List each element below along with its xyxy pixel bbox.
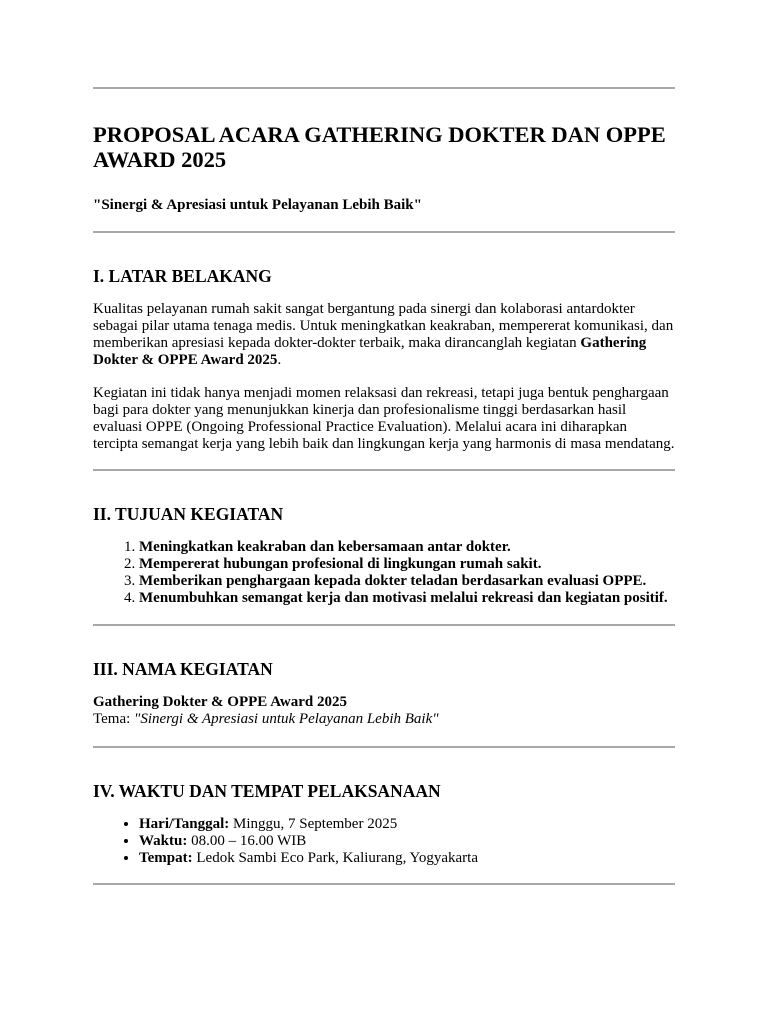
detail-label: Hari/Tanggal: — [139, 816, 230, 832]
document-subtitle: "Sinergi & Apresiasi untuk Pelayanan Lebih Baik" — [93, 197, 422, 213]
goal-item: 3. Memberikan penghargaan kepada dokter teladan berdasarkan evaluasi OPPE. — [139, 573, 675, 590]
section-heading-latar-belakang: I. LATAR BELAKANG — [93, 266, 272, 286]
event-name-block — [93, 694, 675, 728]
horizontal-rule — [93, 883, 675, 885]
section-heading-nama-kegiatan: III. NAMA KEGIATAN — [93, 659, 273, 679]
detail-label: Tempat: — [139, 850, 193, 866]
paragraph-end: . — [277, 352, 282, 368]
horizontal-rule — [93, 624, 675, 626]
detail-item-time — [139, 833, 675, 850]
goal-item: 1. Meningkatkan keakraban dan kebersamaan antar dokter. — [139, 539, 675, 556]
detail-item-place — [139, 850, 675, 867]
paragraph-text: Kualitas pelayanan rumah sakit sangat bergantung pada sinergi dan kolaborasi antardokter sebagai pilar utama tenaga medis. Untuk meningkatkan keakraban, mempererat komunikasi, dan memberikan apresiasi kepada dokter-dokter terbaik, maka dirancanglah kegiatan — [93, 301, 674, 351]
detail-value: 08.00 – 16.00 WIB — [187, 833, 307, 849]
detail-value: Ledok Sambi Eco Park, Kaliurang, Yogyakarta — [192, 850, 478, 866]
latar-belakang-paragraph-2: Kegiatan ini tidak hanya menjadi momen relaksasi dan rekreasi, tetapi juga bentuk penghargaan bagi para dokter yang menunjukkan kinerja dan profesionalisme tinggi berdasarkan hasil evaluasi OPPE (Ongoing Professional Practice Evaluation). Melalui acara ini diharapkan tercipta semangat kerja yang lebih baik dan lingkungan kerja yang harmonis di masa mendatang. — [93, 385, 675, 452]
goals-list — [93, 539, 675, 607]
detail-label: Waktu: — [139, 833, 188, 849]
goal-item: 2. Mempererat hubungan profesional di lingkungan rumah sakit. — [139, 556, 675, 573]
section-heading-tujuan-kegiatan: II. TUJUAN KEGIATAN — [93, 504, 284, 524]
document-content — [93, 87, 675, 885]
event-theme — [93, 711, 675, 728]
document-title: PROPOSAL ACARA GATHERING DOKTER DAN OPPE AWARD 2025 — [93, 122, 666, 172]
horizontal-rule — [93, 87, 675, 89]
horizontal-rule — [93, 469, 675, 471]
theme-label: Tema: — [93, 711, 135, 727]
latar-belakang-paragraph-1 — [93, 301, 675, 369]
horizontal-rule — [93, 231, 675, 233]
event-name-emphasis: Gathering Dokter & OPPE Award 2025 — [93, 335, 647, 368]
detail-value: Minggu, 7 September 2025 — [229, 816, 398, 832]
section-heading-waktu-tempat: IV. WAKTU DAN TEMPAT PELAKSANAAN — [93, 781, 441, 801]
theme-value: "Sinergi & Apresiasi untuk Pelayanan Lebih Baik" — [134, 711, 439, 727]
horizontal-rule — [93, 746, 675, 748]
event-name: Gathering Dokter & OPPE Award 2025 — [93, 694, 348, 710]
detail-item-date — [139, 816, 675, 833]
goal-item: 4. Menumbuhkan semangat kerja dan motivasi melalui rekreasi dan kegiatan positif. — [139, 590, 675, 607]
schedule-details-list — [93, 816, 675, 867]
